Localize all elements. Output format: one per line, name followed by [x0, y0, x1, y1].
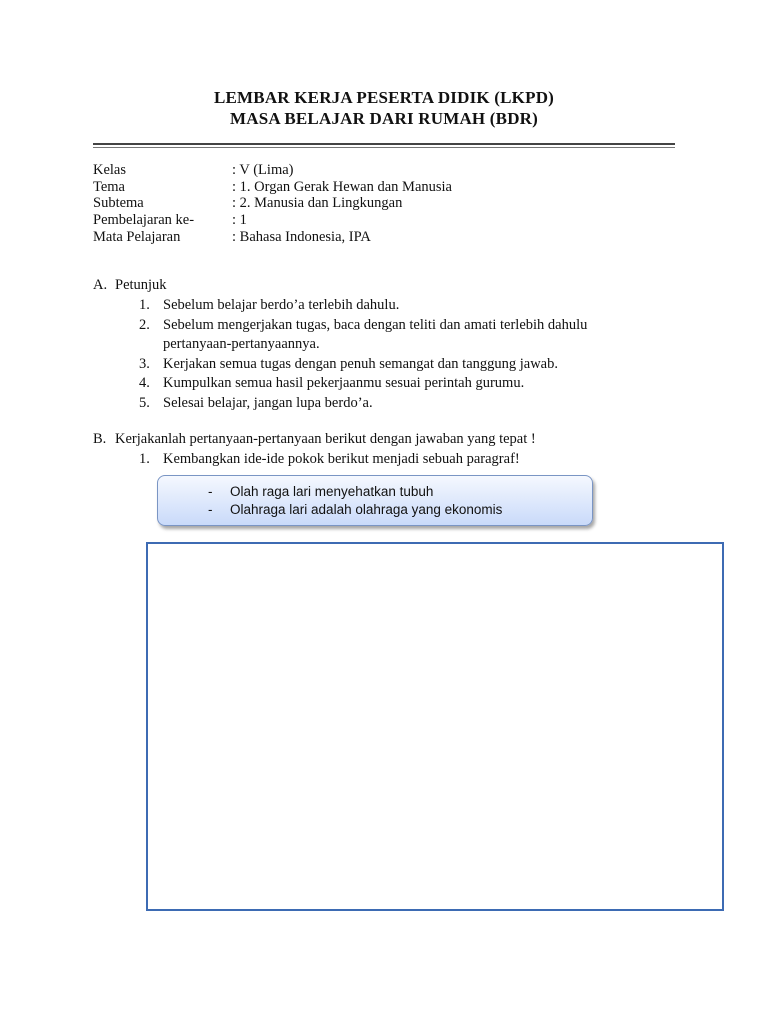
tasks-list [136, 450, 520, 470]
bullet-dash: - [208, 484, 213, 499]
item-text: Kerjakan semua tugas dengan penuh semangat dan tanggung jawab. [163, 355, 558, 372]
header-divider-thick [93, 143, 675, 145]
item-text: Kumpulkan semua hasil pekerjaanmu sesuai perintah gurumu. [163, 375, 525, 391]
item-number: 4. [139, 375, 150, 391]
idea-text: Olah raga lari menyehatkan tubuh [230, 484, 434, 499]
main-ideas-box [157, 475, 593, 526]
main-idea [208, 502, 502, 517]
instructions-list [136, 296, 587, 413]
section-b-heading [93, 431, 536, 448]
section-title: Petunjuk [115, 277, 167, 293]
item-number: 5. [139, 394, 150, 411]
info-label: Tema [93, 178, 125, 195]
item-number: 2. [139, 316, 150, 333]
info-label: Kelas [93, 162, 127, 178]
bullet-dash: - [208, 502, 213, 517]
item-text-continued: pertanyaan-pertanyaannya. [163, 336, 320, 352]
section-a-heading [93, 277, 167, 294]
item-text: Sebelum belajar berdo’a terlebih dahulu. [163, 297, 400, 313]
list-item [136, 355, 587, 375]
list-item [136, 450, 520, 470]
list-item [136, 394, 587, 414]
answer-box[interactable] [146, 542, 724, 911]
item-text: Selesai belajar, jangan lupa berdo’a. [163, 394, 373, 411]
item-text: Kembangkan ide-ide pokok berikut menjadi sebuah paragraf! [163, 451, 520, 467]
worksheet-subtitle: MASA BELAJAR DARI RUMAH (BDR) [229, 109, 539, 128]
info-label: Subtema [93, 195, 144, 212]
info-label: Pembelajaran ke- [93, 212, 195, 229]
list-item [136, 296, 587, 316]
section-letter: B. [93, 431, 107, 447]
info-value: : V (Lima) [232, 162, 294, 178]
section-title: Kerjakanlah pertanyaan-pertanyaan berikut dengan jawaban yang tepat ! [115, 431, 536, 447]
main-idea [208, 484, 433, 499]
info-value: : 2. Manusia dan Lingkungan [232, 195, 403, 212]
info-value: : 1 [232, 212, 247, 229]
list-item [136, 374, 587, 394]
item-number: 3. [139, 355, 150, 372]
item-number: 1. [139, 297, 150, 313]
item-text: Sebelum mengerjakan tugas, baca dengan teliti dan amati terlebih dahulu [163, 316, 588, 333]
list-item [136, 316, 587, 355]
header-divider-thin [93, 147, 675, 148]
item-number: 1. [139, 451, 150, 467]
info-label: Mata Pelajaran [93, 228, 181, 245]
section-letter: A. [93, 277, 108, 293]
info-value: : Bahasa Indonesia, IPA [232, 228, 371, 245]
info-value: : 1. Organ Gerak Hewan dan Manusia [232, 178, 452, 195]
worksheet-title: LEMBAR KERJA PESERTA DIDIK (LKPD) [213, 88, 555, 107]
idea-text: Olahraga lari adalah olahraga yang ekonomis [230, 502, 503, 517]
